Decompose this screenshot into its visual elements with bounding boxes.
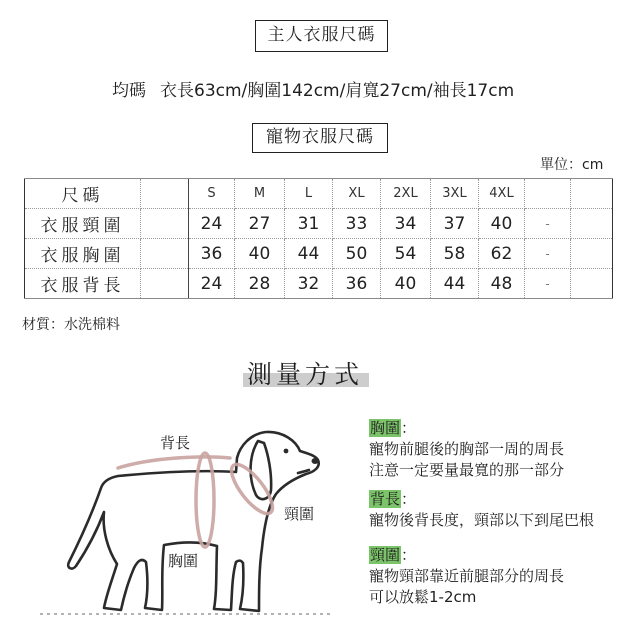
table-cell: 54 — [381, 239, 431, 269]
table-row — [25, 209, 613, 239]
empty-cell — [141, 209, 189, 239]
empty-cell — [571, 209, 613, 239]
dog-eye — [284, 449, 289, 454]
measure-item-back — [369, 489, 594, 531]
table-cell-extra: - — [525, 209, 571, 239]
row-label-chest: 衣服胸圍 — [25, 239, 141, 269]
empty-cell — [571, 239, 613, 269]
row-label-neck: 衣服頸圍 — [25, 209, 141, 239]
neck-label: 頸圍 — [284, 505, 315, 523]
term-line — [369, 489, 594, 510]
size-header-4xl: 4XL — [479, 179, 525, 209]
empty-cell — [141, 269, 189, 299]
table-header-row — [25, 179, 613, 209]
term-neck: 頸圍 — [370, 546, 401, 564]
table-cell: 37 — [431, 209, 479, 239]
owner-fit-label: 均碼 — [112, 81, 146, 101]
empty-cell — [525, 179, 571, 209]
table-cell-extra: - — [525, 239, 571, 269]
size-header-2xl: 2XL — [381, 179, 431, 209]
description-line: 注意一定要量最寬的那一部分 — [369, 461, 565, 479]
measure-item-chest — [369, 418, 564, 481]
table-cell: 33 — [333, 209, 381, 239]
table-cell: 44 — [285, 239, 333, 269]
term-colon: ： — [401, 419, 417, 437]
table-cell: 24 — [189, 269, 235, 299]
description-line: 寵物頸部靠近前腿部分的周長 — [369, 567, 565, 585]
unit-label: 單位：cm — [540, 157, 604, 173]
term-back: 背長 — [370, 490, 401, 508]
back-length-label: 背長 — [160, 434, 191, 452]
term-chest: 胸圍 — [370, 419, 401, 437]
size-header-l: L — [285, 179, 333, 209]
table-cell: 40 — [381, 269, 431, 299]
term-line — [369, 418, 564, 439]
table-cell: 31 — [285, 209, 333, 239]
table-cell: 28 — [235, 269, 285, 299]
table-cell: 62 — [479, 239, 525, 269]
measure-line-back — [118, 457, 230, 468]
empty-cell — [141, 179, 189, 209]
row-label-back: 衣服背長 — [25, 269, 141, 299]
dog-body-outline — [68, 432, 319, 611]
table-cell: 44 — [431, 269, 479, 299]
measure-item-neck — [369, 545, 564, 608]
empty-cell — [571, 179, 613, 209]
size-header-xl: XL — [333, 179, 381, 209]
material-label: 材質：水洗棉料 — [22, 317, 120, 333]
table-row — [25, 269, 613, 299]
table-cell: 50 — [333, 239, 381, 269]
table-cell: 36 — [333, 269, 381, 299]
table-cell: 36 — [189, 239, 235, 269]
empty-cell — [571, 269, 613, 299]
size-table — [24, 178, 613, 299]
size-header-label: 尺碼 — [25, 179, 141, 209]
empty-cell — [141, 239, 189, 269]
table-cell: 58 — [431, 239, 479, 269]
description-line: 可以放鬆1-2cm — [369, 588, 477, 606]
term-colon: ： — [401, 490, 417, 508]
table-cell: 48 — [479, 269, 525, 299]
description-line: 寵物後背長度，頸部以下到尾巴根 — [369, 511, 595, 529]
table-cell: 24 — [189, 209, 235, 239]
size-header-3xl: 3XL — [431, 179, 479, 209]
chest-label: 胸圍 — [168, 552, 199, 570]
pet-size-title: 寵物衣服尺碼 — [252, 123, 388, 153]
table-cell: 40 — [235, 239, 285, 269]
table-cell: 27 — [235, 209, 285, 239]
term-line — [369, 545, 564, 566]
size-header-m: M — [235, 179, 285, 209]
owner-size-spec: 衣長63cm/胸圍142cm/肩寬27cm/袖長17cm — [160, 81, 515, 101]
owner-size-title: 主人衣服尺碼 — [255, 20, 388, 52]
dog-nose — [312, 458, 319, 464]
table-cell: 32 — [285, 269, 333, 299]
table-cell: 40 — [479, 209, 525, 239]
term-colon: ： — [401, 546, 417, 564]
table-cell-extra: - — [525, 269, 571, 299]
size-header-s: S — [189, 179, 235, 209]
table-row — [25, 239, 613, 269]
table-cell: 34 — [381, 209, 431, 239]
description-line: 寵物前腿後的胸部一周的周長 — [369, 440, 565, 458]
measurement-heading: 測量方式 — [247, 360, 364, 389]
